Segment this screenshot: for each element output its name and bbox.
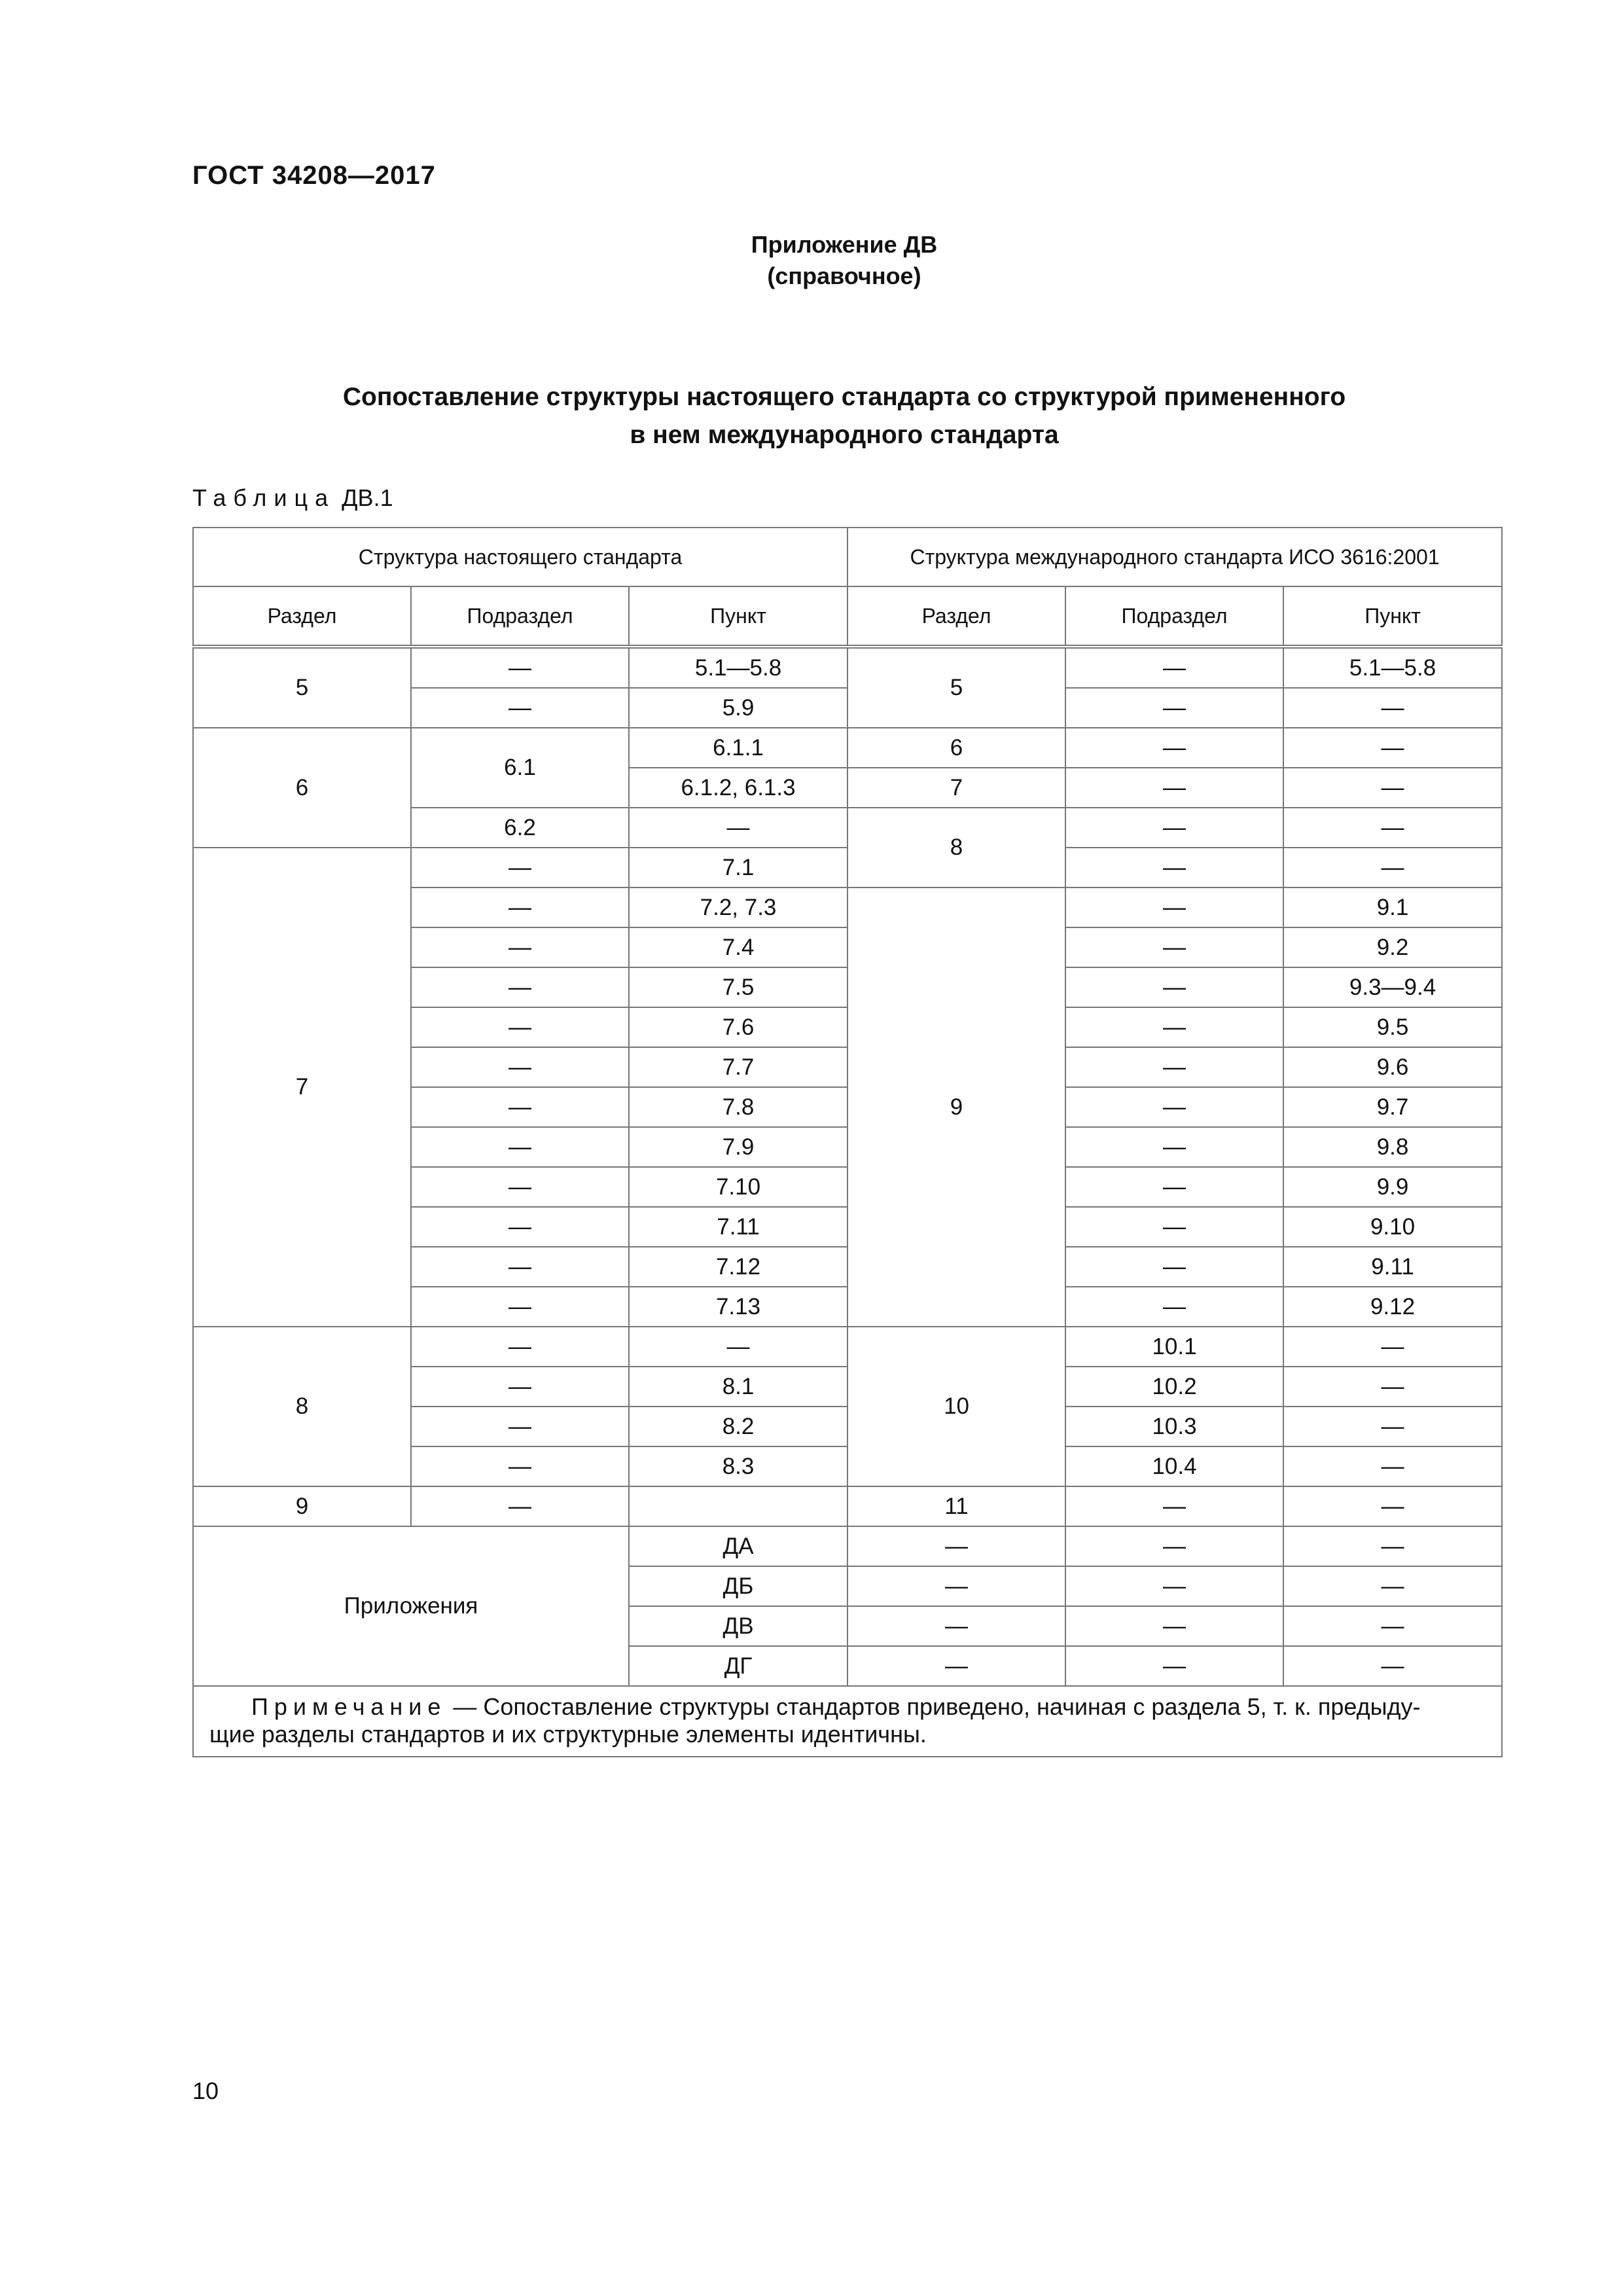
subsection-cell: 6.1 bbox=[411, 728, 629, 808]
iso-subsection-cell: — bbox=[1065, 647, 1283, 688]
clause-cell: 8.2 bbox=[629, 1407, 847, 1446]
table-header-row bbox=[193, 528, 1502, 586]
iso-section-cell: 5 bbox=[847, 647, 1065, 728]
annex-cell: ДВ bbox=[629, 1606, 847, 1646]
iso-subsection-cell: — bbox=[1065, 1287, 1283, 1327]
iso-clause-cell: 9.6 bbox=[1283, 1047, 1502, 1087]
iso-clause-cell: 9.11 bbox=[1283, 1247, 1502, 1287]
subsection-cell: — bbox=[411, 1047, 629, 1087]
clause-cell: — bbox=[629, 808, 847, 848]
subsection-cell: — bbox=[411, 1486, 629, 1526]
subsection-cell: 6.2 bbox=[411, 808, 629, 848]
iso-section-cell: — bbox=[847, 1646, 1065, 1686]
table-note bbox=[193, 1686, 1502, 1757]
iso-section-cell: 9 bbox=[847, 888, 1065, 1327]
subsection-cell: — bbox=[411, 647, 629, 688]
subsection-cell: — bbox=[411, 888, 629, 927]
iso-clause-cell: — bbox=[1283, 1446, 1502, 1486]
iso-clause-cell: — bbox=[1283, 728, 1502, 768]
table-row bbox=[193, 1486, 1502, 1526]
iso-clause-cell: — bbox=[1283, 1407, 1502, 1446]
note-text: — Сопоставление структуры стандартов приведено, начиная с раздела 5, т. к. предыду- bbox=[453, 1693, 1421, 1720]
note-text-continued: щие разделы стандартов и их структурные элементы идентичны. bbox=[209, 1721, 927, 1748]
annex-cell: ДБ bbox=[629, 1566, 847, 1606]
appendix-label: Приложение ДВ bbox=[751, 231, 938, 258]
iso-subsection-cell: — bbox=[1065, 967, 1283, 1007]
iso-subsection-cell: — bbox=[1065, 1167, 1283, 1207]
iso-clause-cell: 9.5 bbox=[1283, 1007, 1502, 1047]
clause-cell: 6.1.1 bbox=[629, 728, 847, 768]
clause-cell: 8.3 bbox=[629, 1446, 847, 1486]
iso-clause-cell: 9.2 bbox=[1283, 927, 1502, 967]
clause-cell: 5.9 bbox=[629, 688, 847, 728]
annex-cell: ДГ bbox=[629, 1646, 847, 1686]
annexes-cell: Приложения bbox=[193, 1526, 629, 1686]
iso-subsection-cell: — bbox=[1065, 1566, 1283, 1606]
clause-cell: 7.10 bbox=[629, 1167, 847, 1207]
iso-subsection-cell: — bbox=[1065, 728, 1283, 768]
appendix-type: (справочное) bbox=[767, 262, 921, 289]
table-note-row bbox=[193, 1686, 1502, 1757]
col-iso-subsection: Подраздел bbox=[1065, 586, 1283, 647]
subsection-cell: — bbox=[411, 1207, 629, 1247]
iso-subsection-cell: — bbox=[1065, 1606, 1283, 1646]
iso-clause-cell: — bbox=[1283, 688, 1502, 728]
iso-subsection-cell: — bbox=[1065, 768, 1283, 808]
subsection-cell: — bbox=[411, 1327, 629, 1367]
clause-cell: — bbox=[629, 1327, 847, 1367]
subsection-cell: — bbox=[411, 1167, 629, 1207]
clause-cell: 5.1—5.8 bbox=[629, 647, 847, 688]
table-row bbox=[193, 848, 1502, 888]
iso-subsection-cell: — bbox=[1065, 1646, 1283, 1686]
iso-clause-cell: 9.8 bbox=[1283, 1127, 1502, 1167]
subsection-cell: — bbox=[411, 688, 629, 728]
note-label: Примечание bbox=[251, 1693, 447, 1720]
clause-cell bbox=[629, 1486, 847, 1526]
annex-cell: ДА bbox=[629, 1526, 847, 1566]
iso-clause-cell: — bbox=[1283, 1606, 1502, 1646]
iso-subsection-cell: — bbox=[1065, 688, 1283, 728]
iso-subsection-cell: — bbox=[1065, 1007, 1283, 1047]
section-cell: 6 bbox=[193, 728, 411, 848]
iso-clause-cell: 9.9 bbox=[1283, 1167, 1502, 1207]
section-cell: 7 bbox=[193, 848, 411, 1327]
section-cell: 9 bbox=[193, 1486, 411, 1526]
table-caption-word: Таблица bbox=[192, 484, 336, 511]
clause-cell: 7.8 bbox=[629, 1087, 847, 1127]
clause-cell: 7.1 bbox=[629, 848, 847, 888]
iso-subsection-cell: — bbox=[1065, 1207, 1283, 1247]
header-international-standard: Структура международного стандарта ИСО 3616:2001 bbox=[847, 528, 1502, 586]
subsection-cell: — bbox=[411, 1127, 629, 1167]
subsection-cell: — bbox=[411, 927, 629, 967]
iso-clause-cell: — bbox=[1283, 1566, 1502, 1606]
col-clause: Пункт bbox=[629, 586, 847, 647]
iso-clause-cell: — bbox=[1283, 1646, 1502, 1686]
subsection-cell: — bbox=[411, 1407, 629, 1446]
iso-clause-cell: — bbox=[1283, 1367, 1502, 1407]
title-line-1: Сопоставление структуры настоящего стандарта со структурой примененного bbox=[342, 383, 1346, 411]
iso-subsection-cell: — bbox=[1065, 927, 1283, 967]
page-title bbox=[0, 378, 1623, 454]
clause-cell: 7.6 bbox=[629, 1007, 847, 1047]
iso-section-cell: 11 bbox=[847, 1486, 1065, 1526]
iso-subsection-cell: — bbox=[1065, 1526, 1283, 1566]
iso-clause-cell: 9.3—9.4 bbox=[1283, 967, 1502, 1007]
clause-cell: 6.1.2, 6.1.3 bbox=[629, 768, 847, 808]
clause-cell: 7.2, 7.3 bbox=[629, 888, 847, 927]
table-row bbox=[193, 1526, 1502, 1566]
iso-subsection-cell: — bbox=[1065, 1247, 1283, 1287]
iso-subsection-cell: 10.3 bbox=[1065, 1407, 1283, 1446]
clause-cell: 7.11 bbox=[629, 1207, 847, 1247]
iso-clause-cell: — bbox=[1283, 848, 1502, 888]
iso-subsection-cell: — bbox=[1065, 1047, 1283, 1087]
iso-subsection-cell: 10.2 bbox=[1065, 1367, 1283, 1407]
iso-clause-cell: 9.10 bbox=[1283, 1207, 1502, 1247]
iso-clause-cell: — bbox=[1283, 1486, 1502, 1526]
section-cell: 8 bbox=[193, 1327, 411, 1486]
subsection-cell: — bbox=[411, 1247, 629, 1287]
subsection-cell: — bbox=[411, 1287, 629, 1327]
table-subheader-row bbox=[193, 586, 1502, 647]
iso-subsection-cell: — bbox=[1065, 808, 1283, 848]
clause-cell: 7.13 bbox=[629, 1287, 847, 1327]
subsection-cell: — bbox=[411, 1446, 629, 1486]
title-line-2: в нем международного стандарта bbox=[630, 421, 1059, 449]
page-number: 10 bbox=[192, 2077, 219, 2104]
iso-clause-cell: 9.7 bbox=[1283, 1087, 1502, 1127]
iso-section-cell: — bbox=[847, 1606, 1065, 1646]
iso-subsection-cell: — bbox=[1065, 848, 1283, 888]
clause-cell: 7.9 bbox=[629, 1127, 847, 1167]
table-row bbox=[193, 728, 1502, 768]
subsection-cell: — bbox=[411, 848, 629, 888]
structure-comparison-table bbox=[192, 527, 1503, 1757]
clause-cell: 7.7 bbox=[629, 1047, 847, 1087]
iso-subsection-cell: — bbox=[1065, 1127, 1283, 1167]
iso-clause-cell: 5.1—5.8 bbox=[1283, 647, 1502, 688]
iso-subsection-cell: 10.4 bbox=[1065, 1446, 1283, 1486]
table-row bbox=[193, 1327, 1502, 1367]
col-subsection: Подраздел bbox=[411, 586, 629, 647]
clause-cell: 7.12 bbox=[629, 1247, 847, 1287]
iso-clause-cell: — bbox=[1283, 768, 1502, 808]
iso-subsection-cell: — bbox=[1065, 888, 1283, 927]
iso-section-cell: 7 bbox=[847, 768, 1065, 808]
iso-section-cell: 8 bbox=[847, 808, 1065, 888]
iso-section-cell: 6 bbox=[847, 728, 1065, 768]
subsection-cell: — bbox=[411, 1367, 629, 1407]
col-section: Раздел bbox=[193, 586, 411, 647]
document-code: ГОСТ 34208—2017 bbox=[192, 161, 436, 190]
appendix-heading bbox=[0, 229, 1623, 292]
clause-cell: 7.5 bbox=[629, 967, 847, 1007]
clause-cell: 7.4 bbox=[629, 927, 847, 967]
iso-clause-cell: — bbox=[1283, 808, 1502, 848]
subsection-cell: — bbox=[411, 1087, 629, 1127]
iso-subsection-cell: 10.1 bbox=[1065, 1327, 1283, 1367]
subsection-cell: — bbox=[411, 1007, 629, 1047]
col-iso-clause: Пункт bbox=[1283, 586, 1502, 647]
clause-cell: 8.1 bbox=[629, 1367, 847, 1407]
col-iso-section: Раздел bbox=[847, 586, 1065, 647]
header-current-standard: Структура настоящего стандарта bbox=[193, 528, 847, 586]
iso-section-cell: 10 bbox=[847, 1327, 1065, 1486]
subsection-cell: — bbox=[411, 967, 629, 1007]
table-caption bbox=[192, 484, 393, 512]
iso-clause-cell: 9.12 bbox=[1283, 1287, 1502, 1327]
iso-clause-cell: — bbox=[1283, 1327, 1502, 1367]
table-row bbox=[193, 647, 1502, 688]
iso-clause-cell: — bbox=[1283, 1526, 1502, 1566]
table-caption-number: ДВ.1 bbox=[342, 484, 393, 511]
iso-clause-cell: 9.1 bbox=[1283, 888, 1502, 927]
iso-section-cell: — bbox=[847, 1526, 1065, 1566]
iso-subsection-cell: — bbox=[1065, 1486, 1283, 1526]
iso-section-cell: — bbox=[847, 1566, 1065, 1606]
section-cell: 5 bbox=[193, 647, 411, 728]
iso-subsection-cell: — bbox=[1065, 1087, 1283, 1127]
